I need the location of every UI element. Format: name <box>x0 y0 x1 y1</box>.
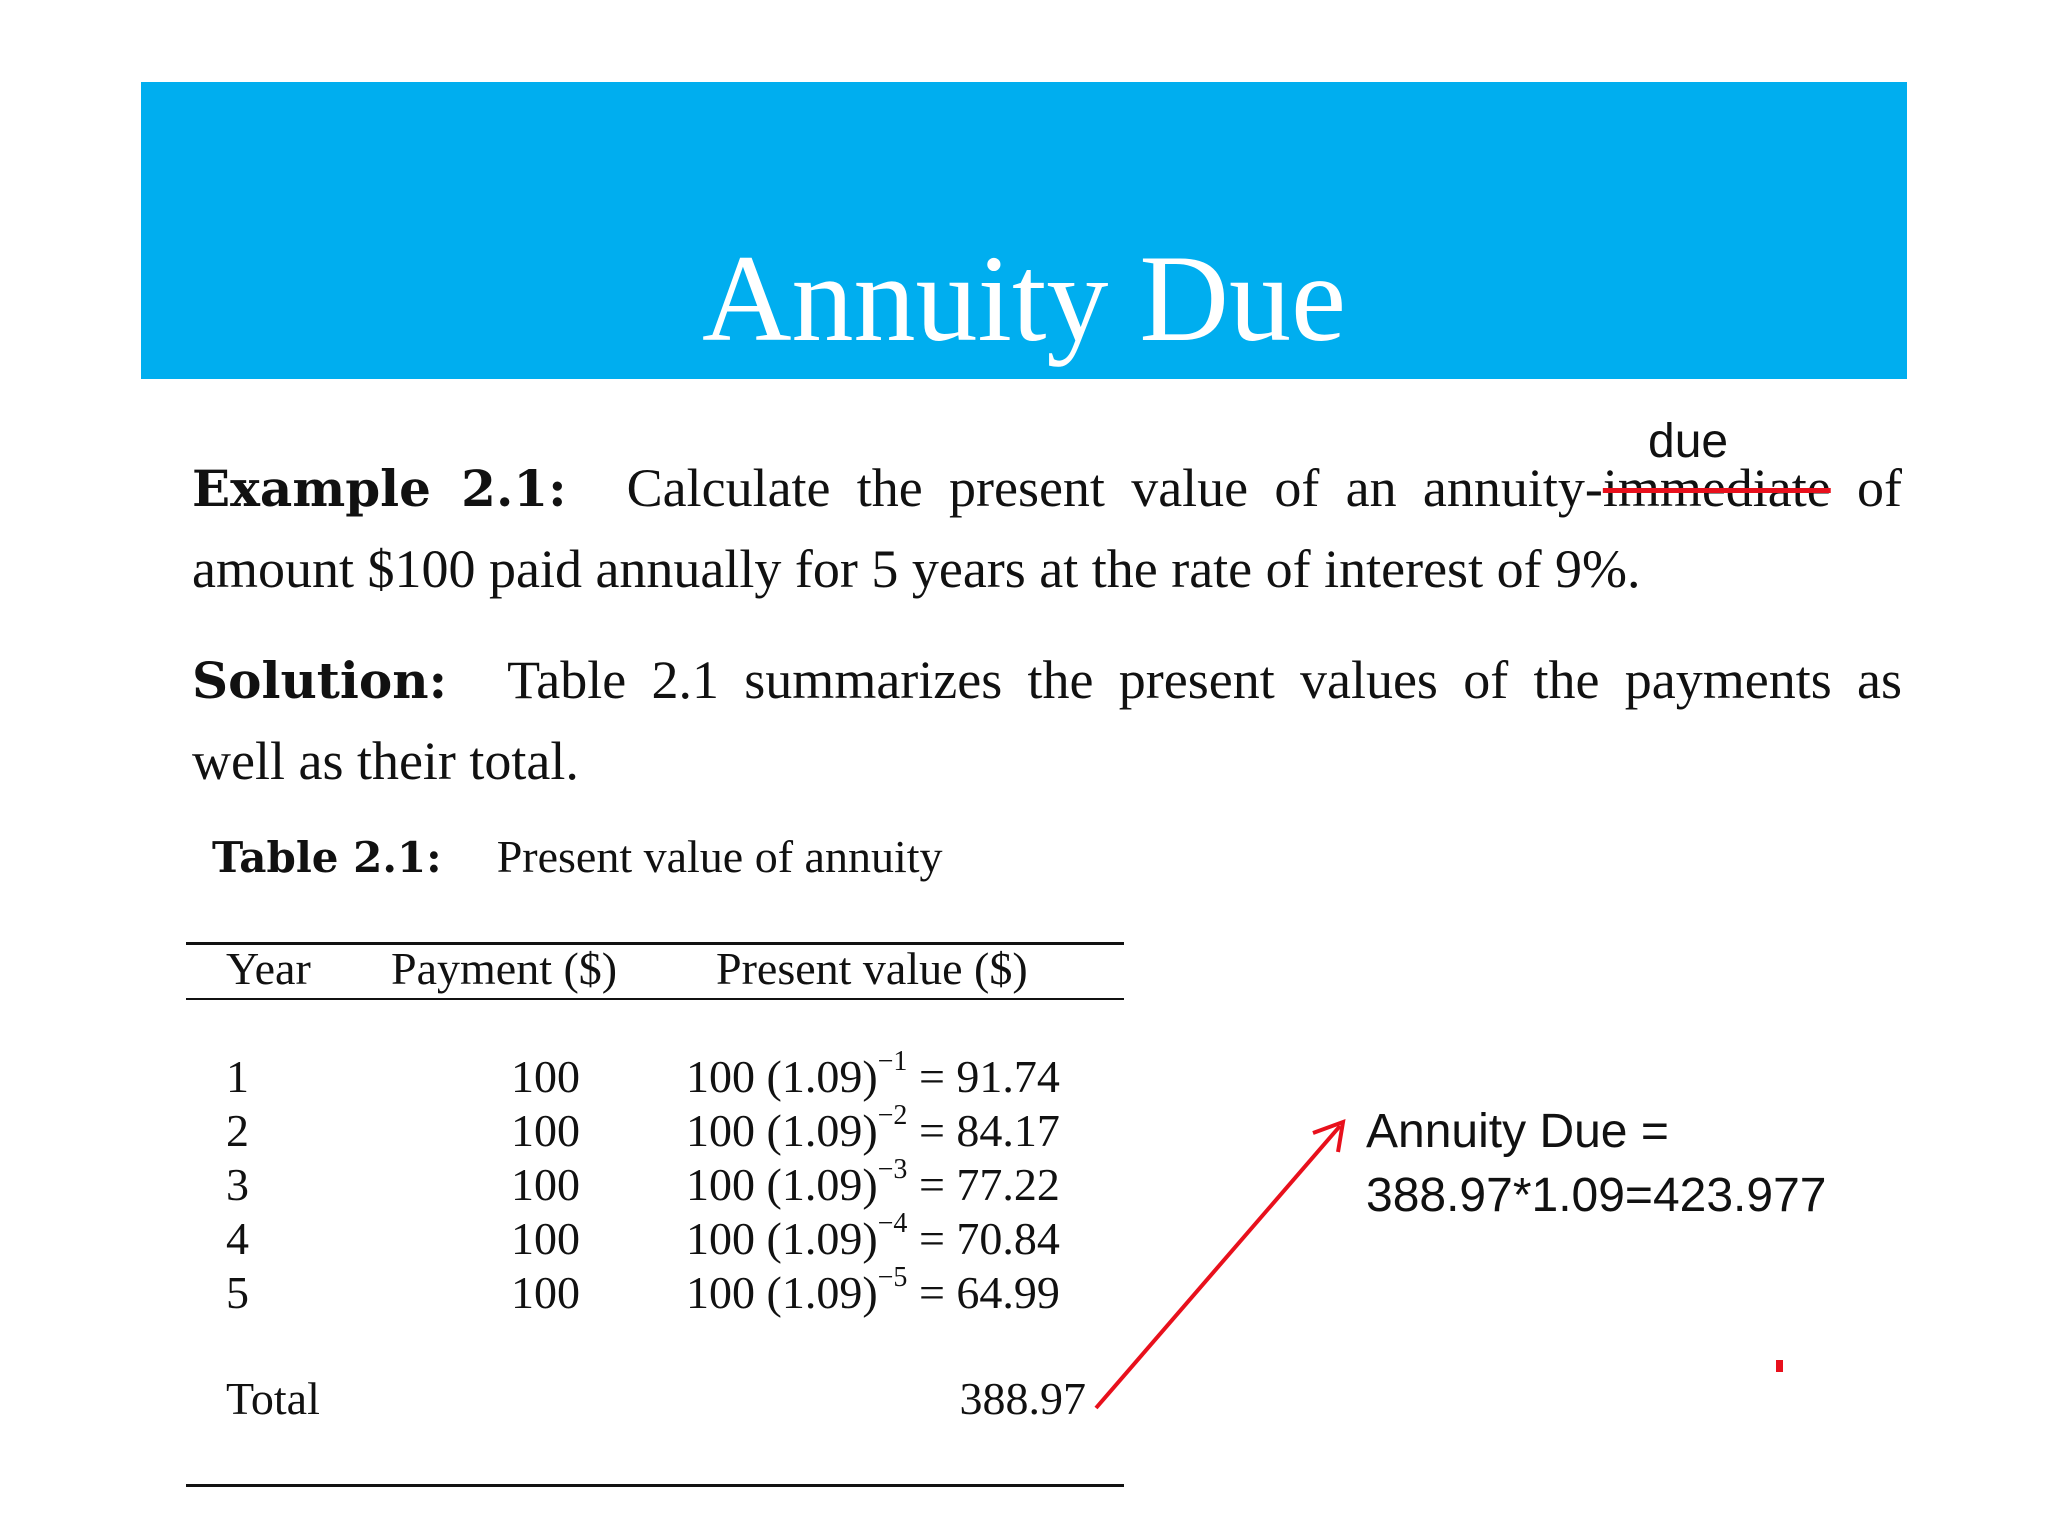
note-line-2: 388.97*1.09=423.977 <box>1366 1169 1827 1222</box>
handwritten-correction: due <box>1648 415 1729 468</box>
solution-label: Solution: <box>192 651 448 710</box>
red-mark-icon <box>1776 1360 1783 1372</box>
header-payment: Payment ($) <box>391 943 618 994</box>
cell-payment: 100 <box>511 1105 580 1156</box>
example-text-after: of amount $100 paid annually for 5 years at the rate of interest of 9%. <box>192 458 1902 599</box>
cell-present-value: 100 $(1.09)^{-5} = 64.99$ <box>686 1262 1060 1318</box>
table-bottom-rule <box>186 1484 1124 1487</box>
table-caption <box>212 830 943 883</box>
note-line-1: Annuity Due = <box>1366 1105 1669 1158</box>
example-label: Example 2.1: <box>192 459 567 518</box>
solution-text: Table 2.1 summarizes the present values of the payments as well as their total. <box>192 650 1902 791</box>
cell-year: 4 <box>226 1213 249 1264</box>
annuity-due-note <box>1366 1100 1826 1228</box>
cell-present-value: 100 $(1.09)^{-1} = 91.74$ <box>686 1046 1060 1102</box>
header-present-value: Present value ($) <box>716 943 1028 994</box>
table-header-rule <box>186 998 1124 1000</box>
cell-payment: 100 <box>511 1267 580 1318</box>
table-caption-label: Table 2.1: <box>212 833 442 882</box>
example-paragraph <box>192 448 1902 609</box>
cell-payment: 100 <box>511 1051 580 1102</box>
total-label: Total <box>226 1373 320 1424</box>
struck-word: immediate <box>1602 458 1831 518</box>
total-value: 388.97 <box>959 1373 1086 1424</box>
example-text-before: Calculate the present value of an annuity- <box>626 458 1603 518</box>
arrow-head-icon <box>1313 1122 1343 1152</box>
slide-title: Annuity Due <box>701 230 1347 367</box>
cell-present-value: 100 $(1.09)^{-2} = 84.17$ <box>686 1100 1060 1156</box>
cell-year: 1 <box>226 1051 249 1102</box>
title-banner <box>141 82 1907 379</box>
cell-year: 2 <box>226 1105 249 1156</box>
cell-payment: 100 <box>511 1213 580 1264</box>
cell-year: 3 <box>226 1159 249 1210</box>
cell-year: 5 <box>226 1267 249 1318</box>
arrow-line-icon <box>1096 1126 1340 1408</box>
solution-paragraph <box>192 640 1902 801</box>
header-year: Year <box>226 943 311 994</box>
cell-payment: 100 <box>511 1159 580 1210</box>
cell-present-value: 100 $(1.09)^{-3} = 77.22$ <box>686 1154 1060 1210</box>
table-caption-text: Present value of annuity <box>496 831 943 882</box>
cell-present-value: 100 $(1.09)^{-4} = 70.84$ <box>686 1208 1060 1264</box>
